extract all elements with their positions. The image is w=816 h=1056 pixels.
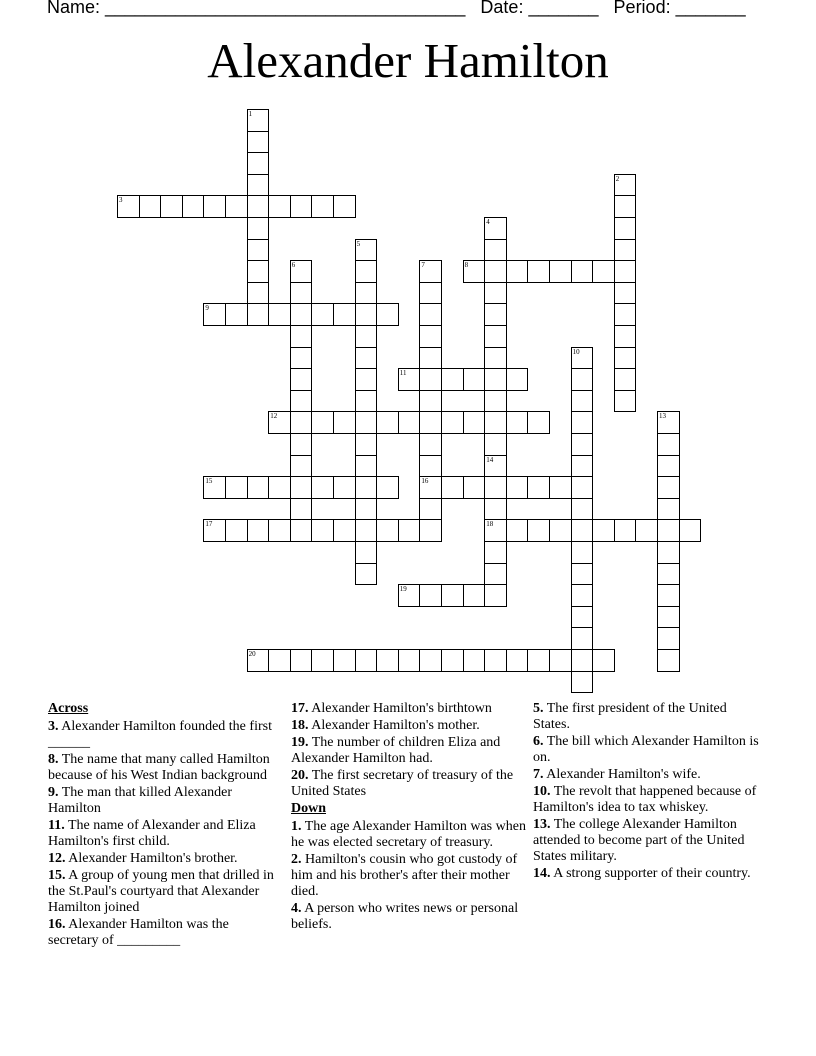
grid-cell[interactable] (290, 368, 313, 391)
clues-column-2 (291, 701, 527, 934)
grid-cell[interactable] (419, 325, 442, 348)
grid-cell[interactable] (657, 563, 680, 586)
grid-cell[interactable] (225, 519, 248, 542)
grid-cell[interactable] (311, 303, 334, 326)
grid-cell[interactable] (333, 519, 356, 542)
clue-across-15: 15. A group of young men that drilled in the St.Paul's courtyard that Alexander Hamilton joined (48, 868, 274, 915)
grid-cell[interactable] (484, 498, 507, 521)
grid-cell[interactable] (571, 563, 594, 586)
grid-cell[interactable] (247, 239, 270, 262)
grid-cell[interactable] (355, 541, 378, 564)
clue-number: 18 (486, 520, 494, 529)
grid-cell[interactable] (592, 649, 615, 672)
grid-cell[interactable] (311, 519, 334, 542)
grid-cell[interactable] (463, 649, 486, 672)
grid-cell[interactable] (657, 627, 680, 650)
grid-cell[interactable] (657, 649, 680, 672)
clue-down-1: 1. The age Alexander Hamilton was when he was elected secretary of treasury. (291, 819, 526, 850)
grid-cell[interactable] (614, 368, 637, 391)
grid-cell[interactable] (355, 390, 378, 413)
grid-cell[interactable] (290, 390, 313, 413)
grid-cell[interactable] (441, 584, 464, 607)
down-heading: Down (291, 801, 327, 816)
grid-cell[interactable] (398, 649, 421, 672)
grid-cell[interactable] (506, 476, 529, 499)
clue-down-2: 2. Hamilton's cousin who got custody of him and his brother's after their mother died. (291, 852, 518, 899)
grid-cell[interactable] (527, 260, 550, 283)
grid-cell[interactable] (549, 649, 572, 672)
grid-cell[interactable] (657, 519, 680, 542)
grid-cell[interactable] (225, 303, 248, 326)
grid-cell[interactable] (571, 649, 594, 672)
clue-down-14: 14. A strong supporter of their country. (533, 866, 751, 881)
clue-number: 17 (205, 520, 213, 529)
clues-column-1 (48, 701, 278, 950)
page-title: Alexander Hamilton (207, 33, 609, 88)
grid-cell[interactable] (355, 411, 378, 434)
grid-cell[interactable] (484, 325, 507, 348)
clue-down-5: 5. The first president of the United States. (533, 701, 727, 732)
clue-number: 20 (248, 650, 256, 658)
period-field-label[interactable]: Period: _______ (613, 0, 746, 17)
grid-cell[interactable] (506, 649, 529, 672)
grid-cell[interactable] (571, 606, 594, 629)
grid-cell[interactable] (614, 325, 637, 348)
clue-number: 8 (464, 261, 469, 270)
grid-cell[interactable] (571, 455, 594, 478)
grid-cell[interactable] (268, 519, 291, 542)
clue-number: 6 (291, 261, 296, 270)
grid-cell[interactable] (355, 260, 378, 283)
grid-cell[interactable] (527, 519, 550, 542)
grid-cell[interactable] (506, 411, 529, 434)
grid-cell[interactable] (419, 455, 442, 478)
grid-cell[interactable] (484, 411, 507, 434)
grid-cell[interactable] (506, 260, 529, 283)
grid-cell[interactable] (419, 347, 442, 370)
clue-across-16: 16. Alexander Hamilton was the secretary of _________ (48, 917, 229, 948)
clue-across-3: 3. Alexander Hamilton founded the first ______ (48, 719, 272, 750)
grid-cell[interactable] (614, 347, 637, 370)
grid-cell[interactable] (657, 584, 680, 607)
grid-cell[interactable] (355, 455, 378, 478)
grid-cell[interactable] (139, 195, 162, 218)
grid-cell[interactable] (484, 239, 507, 262)
grid-cell[interactable] (484, 563, 507, 586)
grid-cell[interactable] (247, 152, 270, 175)
grid-cell[interactable] (657, 606, 680, 629)
grid-cell[interactable] (225, 195, 248, 218)
grid-cell[interactable] (398, 519, 421, 542)
grid-cell[interactable] (441, 476, 464, 499)
grid-cell[interactable] (614, 303, 637, 326)
grid-cell[interactable] (247, 217, 270, 240)
clue-down-6: 6. The bill which Alexander Hamilton is on. (533, 734, 759, 765)
clue-number: 16 (421, 477, 429, 486)
grid-cell[interactable] (247, 195, 270, 218)
grid-cell[interactable] (419, 368, 442, 391)
grid-cell[interactable] (333, 303, 356, 326)
grid-cell[interactable] (333, 476, 356, 499)
grid-cell[interactable] (355, 282, 378, 305)
grid-cell[interactable] (333, 411, 356, 434)
grid-cell[interactable] (290, 195, 313, 218)
grid-cell[interactable] (203, 195, 226, 218)
grid-cell[interactable] (484, 433, 507, 456)
grid-cell[interactable] (290, 282, 313, 305)
grid-cell[interactable] (441, 411, 464, 434)
grid-cell[interactable] (484, 584, 507, 607)
grid-cell[interactable] (376, 411, 399, 434)
grid-cell[interactable] (333, 195, 356, 218)
grid-cell[interactable] (441, 649, 464, 672)
grid-cell[interactable] (657, 455, 680, 478)
clue-across-19: 19. The number of children Eliza and Alexander Hamilton had. (291, 735, 501, 766)
grid-cell[interactable] (419, 584, 442, 607)
clue-down-10: 10. The revolt that happened because of Hamilton's idea to tax whiskey. (533, 784, 757, 815)
grid-cell[interactable] (268, 476, 291, 499)
clue-number: 10 (572, 347, 580, 356)
grid-cell[interactable] (614, 195, 637, 218)
grid-cell[interactable] (419, 649, 442, 672)
grid-cell[interactable] (355, 476, 378, 499)
grid-cell[interactable] (527, 476, 550, 499)
clue-down-7: 7. Alexander Hamilton's wife. (533, 767, 701, 782)
grid-cell[interactable] (419, 433, 442, 456)
grid-cell[interactable] (441, 368, 464, 391)
grid-cell[interactable] (268, 303, 291, 326)
grid-cell[interactable] (355, 325, 378, 348)
grid-cell[interactable] (355, 347, 378, 370)
grid-cell[interactable] (419, 282, 442, 305)
grid-cell[interactable] (182, 195, 205, 218)
grid-cell[interactable] (247, 519, 270, 542)
grid-cell[interactable] (247, 303, 270, 326)
grid-cell[interactable] (484, 260, 507, 283)
grid-cell[interactable] (290, 347, 313, 370)
clue-across-12: 12. Alexander Hamilton's brother. (48, 851, 238, 866)
grid-cell[interactable] (290, 519, 313, 542)
clues-column-3 (533, 701, 765, 883)
grid-cell[interactable] (225, 476, 248, 499)
grid-cell[interactable] (355, 368, 378, 391)
grid-cell[interactable] (571, 390, 594, 413)
grid-cell[interactable] (614, 390, 637, 413)
clue-number: 19 (399, 585, 407, 594)
grid-cell[interactable] (268, 649, 291, 672)
grid-cell[interactable] (333, 649, 356, 672)
grid-cell[interactable] (571, 498, 594, 521)
clue-number: 4 (486, 218, 490, 226)
grid-cell[interactable] (463, 368, 486, 391)
grid-cell[interactable] (376, 303, 399, 326)
grid-cell[interactable] (290, 303, 313, 326)
clue-number: 2 (615, 174, 620, 183)
grid-cell[interactable] (571, 584, 594, 607)
grid-cell[interactable] (549, 260, 572, 283)
grid-cell[interactable] (657, 476, 680, 499)
grid-cell[interactable] (290, 498, 313, 521)
grid-cell[interactable] (398, 411, 421, 434)
clue-number: 14 (486, 455, 494, 464)
grid-cell[interactable] (376, 476, 399, 499)
grid-cell[interactable] (484, 347, 507, 370)
grid-cell[interactable] (657, 498, 680, 521)
grid-cell[interactable] (549, 476, 572, 499)
grid-cell[interactable] (592, 260, 615, 283)
grid-cell[interactable] (484, 476, 507, 499)
across-heading: Across (48, 701, 89, 716)
grid-cell[interactable] (290, 649, 313, 672)
grid-cell[interactable] (247, 476, 270, 499)
header-line (47, 0, 746, 18)
clue-number: 5 (356, 239, 361, 248)
clue-across-9: 9. The man that killed Alexander Hamilton (48, 785, 233, 816)
grid-cell[interactable] (268, 195, 291, 218)
grid-cell[interactable] (571, 541, 594, 564)
grid-cell[interactable] (160, 195, 183, 218)
grid-cell[interactable] (571, 627, 594, 650)
grid-cell[interactable] (571, 368, 594, 391)
grid-cell[interactable] (463, 476, 486, 499)
clue-number: 13 (659, 412, 666, 421)
grid-cell[interactable] (311, 411, 334, 434)
grid-cell[interactable] (614, 239, 637, 262)
grid-cell[interactable] (657, 433, 680, 456)
grid-cell[interactable] (484, 541, 507, 564)
grid-cell[interactable] (355, 563, 378, 586)
clue-number: 11 (399, 369, 407, 378)
grid-cell[interactable] (463, 584, 486, 607)
grid-cell[interactable] (571, 476, 594, 499)
grid-cell[interactable] (311, 476, 334, 499)
grid-cell[interactable] (376, 519, 399, 542)
grid-cell[interactable] (355, 498, 378, 521)
grid-cell[interactable] (311, 195, 334, 218)
grid-cell[interactable] (484, 282, 507, 305)
date-field-label[interactable]: Date: _______ (480, 0, 599, 17)
grid-cell[interactable] (614, 519, 637, 542)
grid-cell[interactable] (506, 519, 529, 542)
grid-cell[interactable] (419, 390, 442, 413)
grid-cell[interactable] (376, 649, 399, 672)
grid-cell[interactable] (657, 541, 680, 564)
grid-cell[interactable] (527, 411, 550, 434)
clue-number: 9 (205, 304, 209, 313)
clue-across-17: 17. Alexander Hamilton's birthtown (291, 701, 492, 716)
clue-number: 12 (270, 412, 278, 421)
grid-cell[interactable] (571, 433, 594, 456)
grid-cell[interactable] (355, 519, 378, 542)
grid-cell[interactable] (592, 519, 615, 542)
grid-cell[interactable] (484, 303, 507, 326)
grid-cell[interactable] (571, 671, 594, 694)
grid-cell[interactable] (571, 519, 594, 542)
grid-cell[interactable] (419, 411, 442, 434)
grid-cell[interactable] (419, 519, 442, 542)
clue-number: 1 (248, 110, 253, 118)
grid-cell[interactable] (614, 217, 637, 240)
clue-down-4: 4. A person who writes news or personal beliefs. (291, 901, 519, 932)
grid-cell[interactable] (247, 131, 270, 154)
grid-cell[interactable] (419, 303, 442, 326)
grid-cell[interactable] (290, 455, 313, 478)
clue-number: 15 (205, 477, 213, 486)
grid-cell[interactable] (527, 649, 550, 672)
grid-cell[interactable] (355, 303, 378, 326)
clue-number: 7 (421, 261, 425, 270)
grid-cell[interactable] (549, 519, 572, 542)
grid-cell[interactable] (290, 433, 313, 456)
clue-across-18: 18. Alexander Hamilton's mother. (291, 718, 480, 733)
name-field-label[interactable]: Name: ____________________________________ (47, 0, 466, 17)
grid-cell[interactable] (355, 649, 378, 672)
grid-cell[interactable] (571, 260, 594, 283)
grid-cell[interactable] (290, 411, 313, 434)
clue-across-11: 11. The name of Alexander and Eliza Hamilton's first child. (48, 818, 256, 849)
clue-across-8: 8. The name that many called Hamilton because of his West Indian background (48, 752, 270, 783)
clue-across-20: 20. The first secretary of treasury of the United States (291, 768, 514, 799)
grid-cell[interactable] (484, 368, 507, 391)
grid-cell[interactable] (290, 476, 313, 499)
grid-cell[interactable] (419, 498, 442, 521)
grid-cell[interactable] (484, 649, 507, 672)
grid-cell[interactable] (311, 649, 334, 672)
grid-cell[interactable] (635, 519, 658, 542)
grid-cell[interactable] (571, 411, 594, 434)
grid-cell[interactable] (614, 260, 637, 283)
clue-number: 3 (119, 196, 123, 205)
grid-cell[interactable] (247, 282, 270, 305)
grid-cell[interactable] (463, 411, 486, 434)
grid-cell[interactable] (506, 368, 529, 391)
grid-cell[interactable] (484, 390, 507, 413)
grid-cell[interactable] (679, 519, 702, 542)
grid-cell[interactable] (247, 260, 270, 283)
clue-down-13: 13. The college Alexander Hamilton attended to become part of the United States military. (533, 817, 745, 864)
grid-cell[interactable] (355, 433, 378, 456)
grid-cell[interactable] (614, 282, 637, 305)
grid-cell[interactable] (290, 325, 313, 348)
grid-cell[interactable] (247, 174, 270, 197)
